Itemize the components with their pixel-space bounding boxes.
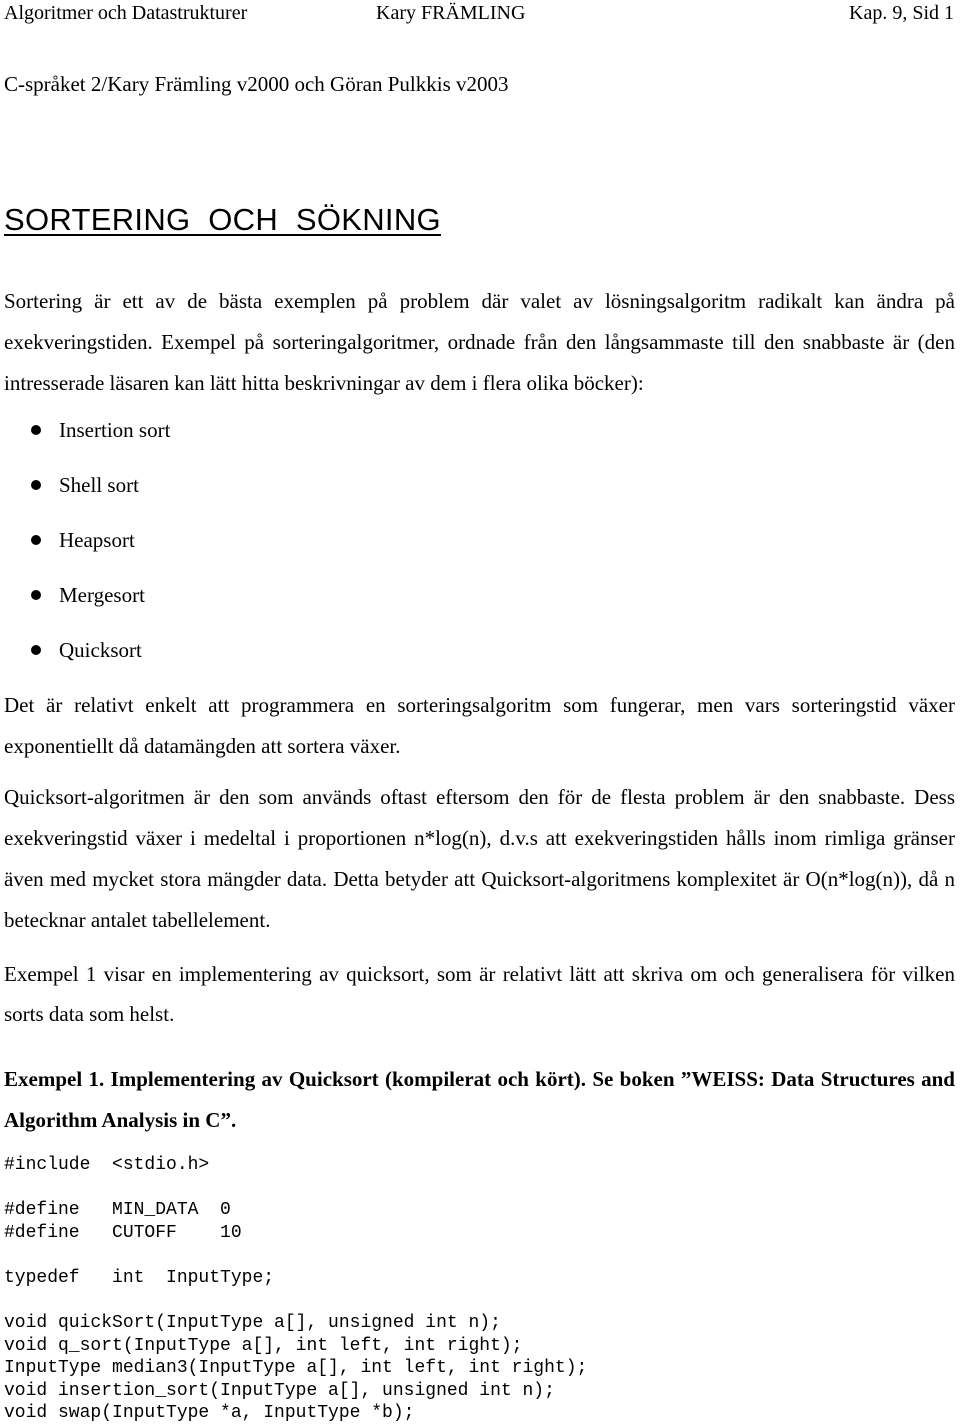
exponential-paragraph: Det är relativt enkelt att programmera en sorteringsalgoritm som fungerar, men vars sorteringstid växer exponentiellt då datamängden att sortera växer. xyxy=(4,693,955,758)
section-heading: SORTERING OCH SÖKNING xyxy=(4,202,441,237)
quicksort-paragraph: Quicksort-algoritmen är den som används oftast eftersom den för de flesta problem är den snabbaste. Dess exekveringstid växer i medeltal i proportionen n*log(n), d.v.s att exekveringstiden hålls inom rimliga gränser även med mycket stora mängder data. Detta betyder att Quicksort-algoritmens komplexitet är O(n*log(n)), då n betecknar antalet tabellelement. xyxy=(4,785,955,932)
header-author: Kary FRÄMLING xyxy=(376,2,526,24)
list-item-label: Shell sort xyxy=(59,473,139,497)
bullet-icon xyxy=(31,590,41,600)
code-typedef: typedef int InputType; xyxy=(4,1268,275,1288)
list-item-label: Heapsort xyxy=(59,528,135,552)
list-item xyxy=(0,574,170,629)
list-item-label: Mergesort xyxy=(59,583,145,607)
bullet-icon xyxy=(31,480,41,490)
page-header xyxy=(4,0,956,26)
header-course-title: Algoritmer och Datastrukturer xyxy=(4,2,248,24)
bullet-icon xyxy=(31,425,41,435)
code-defines: #define MIN_DATA 0 #define CUTOFF 10 xyxy=(4,1200,242,1243)
header-page-number: Kap. 9, Sid 1 xyxy=(849,2,954,24)
list-item-label: Insertion sort xyxy=(59,418,171,442)
list-item xyxy=(0,464,170,519)
example-intro-paragraph: Exempel 1 visar en implementering av quicksort, som är relativt lätt att skriva om och generalisera för vilken sorts data som helst. xyxy=(4,962,955,1026)
list-item xyxy=(0,519,170,574)
intro-paragraph: Sortering är ett av de bästa exemplen på problem där valet av lösningsalgoritm radikalt kan ändra på exekveringstiden. Exempel på sorteringalgoritmer, ordnade från den långsammaste till den snabbaste är (den intresserade läsaren kan lätt hitta beskrivningar av dem i flera olika böcker): xyxy=(4,289,955,395)
bullet-icon xyxy=(31,645,41,655)
code-prototypes: void quickSort(InputType a[], unsigned int n); void q_sort(InputType a[], int left, int right); InputType median3(InputType a[], int left, int right); void insertion_sort(InputType a[], unsigned int n); void swap(InputType *a, InputType *b); xyxy=(4,1313,588,1423)
example-caption: Exempel 1. Implementering av Quicksort (kompilerat och kört). Se boken ”WEISS: Data Structures and Algorithm Analysis in C”. xyxy=(4,1067,955,1132)
list-item xyxy=(0,409,170,464)
list-item-label: Quicksort xyxy=(59,638,142,662)
algorithm-list xyxy=(0,409,170,684)
code-include: #include <stdio.h> xyxy=(4,1155,210,1175)
list-item xyxy=(0,629,170,684)
bullet-icon xyxy=(31,535,41,545)
document-subtitle: C-språket 2/Kary Främling v2000 och Göran Pulkkis v2003 xyxy=(4,72,509,96)
